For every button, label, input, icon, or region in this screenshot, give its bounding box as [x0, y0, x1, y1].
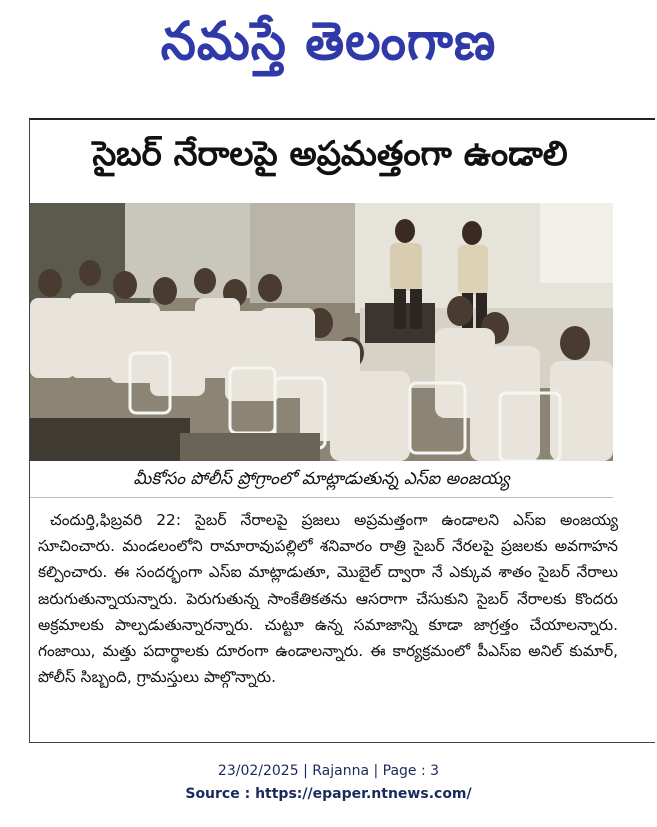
- article-body: చందుర్తి,ఫిబ్రవరి 22: సైబర్ నేరాలపై ప్రజలు అప్రమత్తంగా ఉండాలని ఎస్ఐ అంజయ్య సూచించారు. మండలంలోని రామారావుపల్లిలో శనివారం రాత్రి సైబర్ నేరలపై ప్రజలకు అవగాహన కల్పించారు. ఈ సందర్భంగా ఎస్ఐ మాట్లాడుతూ, మొబైల్ ద్వారా నే ఎక్కువ శాతం సైబర్ నేరాలు జరుగుతున్నాయన్నారు. పెరుగుతున్న సాంకేతికతను ఆసరాగా చేసుకుని సైబర్ నేరాలకు కొందరు అక్రమాలకు పాల్పడుతున్నారన్నారు. చుట్టూ ఉన్న సమాజాన్ని కూడా జాగ్రత్తం చేయాలన్నారు. గంజాయి, మత్తు పదార్థాలకు దూరంగా ఉండాలన్నారు. ఈ కార్యక్రమంలో పీఎస్ఐ అనిల్ కుమార్, పోలీస్ సిబ్బంది, గ్రామస్తులు పాల్గొన్నారు.: [38, 511, 618, 687]
- article-photo: [30, 203, 613, 461]
- photo-police-meeting: [30, 203, 613, 461]
- edition-info: 23/02/2025 | Rajanna | Page : 3: [217, 763, 440, 779]
- photo-caption: మీకోసం పోలీస్ ప్రోగ్రాంలో మాట్లాడుతున్న ఎస్ఐ అంజయ్య: [30, 461, 613, 498]
- source-link[interactable]: Source : https://epaper.ntnews.com/: [185, 786, 472, 802]
- article-headline: సైబర్ నేరాలపై అప్రమత్తంగా ఉండాలి: [92, 134, 568, 174]
- page-footer: [0, 760, 657, 806]
- newspaper-logo: నమస్తే తెలంగాణ: [160, 10, 497, 72]
- masthead: [0, 6, 657, 76]
